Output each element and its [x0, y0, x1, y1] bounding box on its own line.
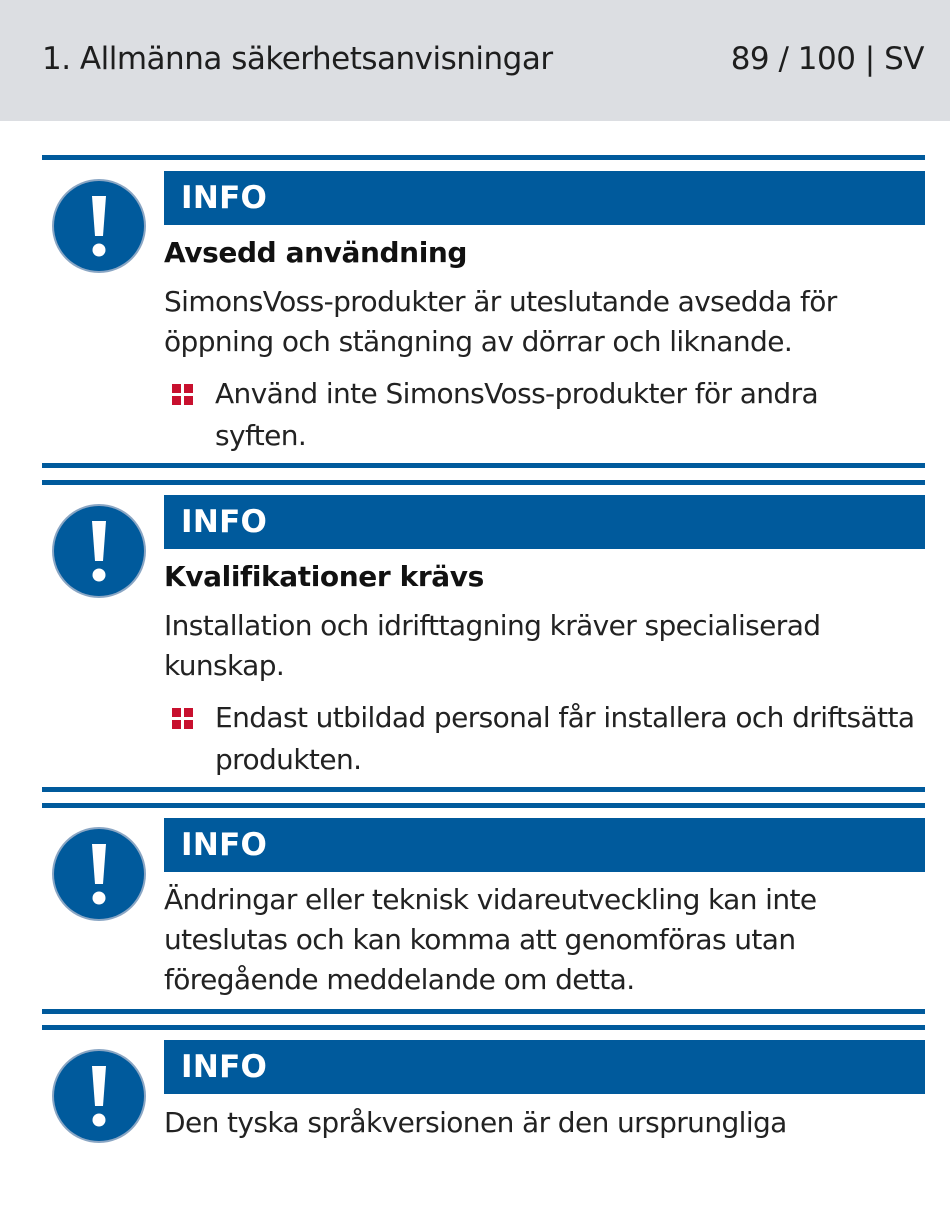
page-number: 89 / 100 | SV — [730, 41, 924, 77]
exclamation-circle-icon — [51, 1048, 147, 1144]
section-title: 1. Allmänna säkerhetsanvisningar — [42, 41, 553, 77]
divider-bottom — [42, 787, 925, 792]
info-title: Avsedd användning — [164, 236, 468, 269]
red-square-bullet-icon — [172, 384, 193, 405]
exclamation-circle-icon — [51, 503, 147, 599]
divider-top — [42, 155, 925, 160]
divider-top — [42, 480, 925, 485]
page-header — [0, 0, 950, 121]
info-banner: INFO — [164, 818, 925, 872]
bullet-text: Använd inte SimonsVoss-produkter för andra syften. — [215, 377, 819, 452]
divider-top — [42, 803, 925, 808]
red-square-bullet-icon — [172, 708, 193, 729]
info-text: Ändringar eller teknisk vidareutveckling kan inte uteslutas och kan komma att genomföras utan föregående meddelande om detta. — [164, 883, 817, 996]
info-text: Den tyska språkversionen är den ursprungliga — [164, 1106, 787, 1139]
info-banner: INFO — [164, 495, 925, 549]
divider-bottom — [42, 1009, 925, 1014]
info-text: SimonsVoss-produkter är uteslutande avsedda för öppning och stängning av dörrar och liknande. — [164, 285, 837, 358]
info-banner: INFO — [164, 171, 925, 225]
bullet-text: Endast utbildad personal får installera och driftsätta produkten. — [215, 701, 915, 776]
info-text: Installation och idrifttagning kräver specialiserad kunskap. — [164, 609, 821, 682]
exclamation-circle-icon — [51, 178, 147, 274]
divider-bottom — [42, 463, 925, 468]
info-banner: INFO — [164, 1040, 925, 1094]
exclamation-circle-icon — [51, 826, 147, 922]
divider-top — [42, 1025, 925, 1030]
info-title: Kvalifikationer krävs — [164, 560, 484, 593]
